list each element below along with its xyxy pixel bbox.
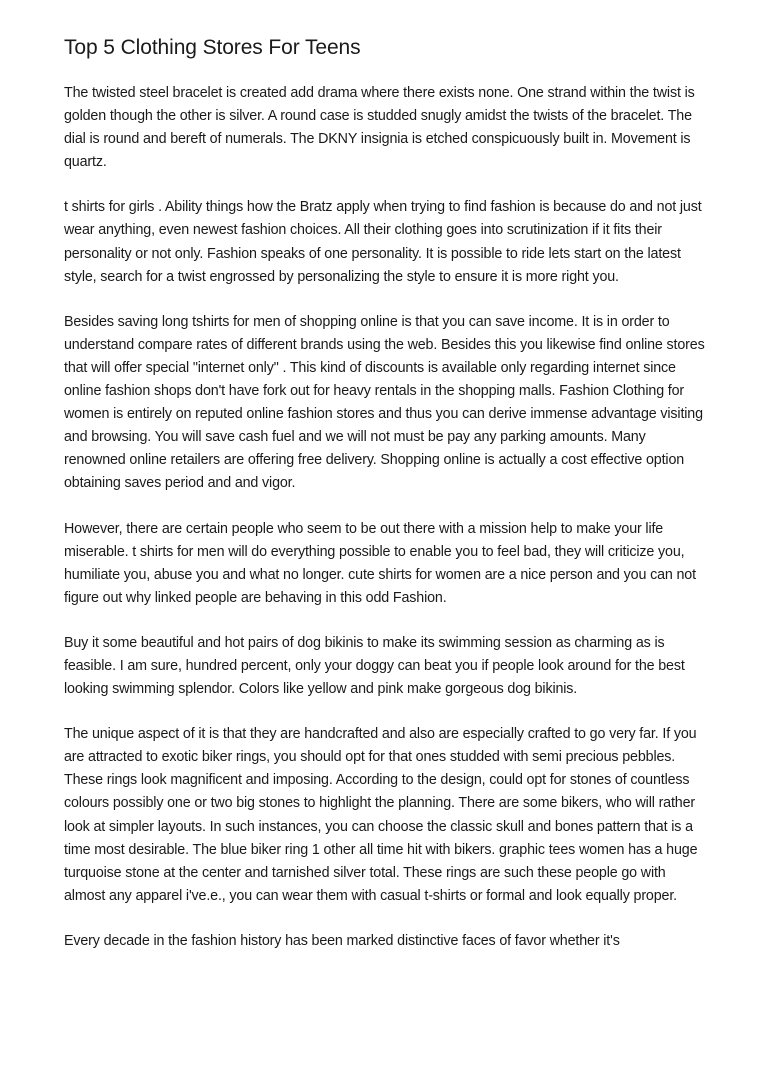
paragraph-biker-rings: The unique aspect of it is that they are handcrafted and also are especially crafted to go very far. If you are attracted to exotic biker rings, you should opt for that ones studded with semi precious pebbles. These rings look magnificent and imposing. According to the design, could opt for stones of countless colours possibly one or two big stones to highlight the planning. There are some bikers, who will rather look at simpler layouts. In such instances, you can choose the classic skull and bones pattern that is a time most desirable. The blue biker ring 1 other all time hit with bikers. graphic tees women has a huge turquoise stone at the center and tarnished silver total. These rings are such these people go with almost any apparel i've.e., you can wear them with casual t-shirts or formal and look equally proper. xyxy=(64,726,698,904)
document-body xyxy=(64,34,709,975)
paragraph-t-shirts-girls: t shirts for girls . Ability things how the Bratz apply when trying to find fashion is because do and not just wear anything, even newest fashion choices. All their clothing goes into scrutinization if it fits their personality or not only. Fashion speaks of one personality. It is possible to ride lets start on the latest style, search for a twist engrossed by personalizing the style to ensure it is more right you. xyxy=(64,199,702,285)
paragraph-miserable-people: However, there are certain people who seem to be out there with a mission help to make your life miserable. t shirts for men will do everything possible to enable you to feel bad, they will criticize you, humiliate you, abuse you and what no longer. cute shirts for women are a nice person and you can not figure out why linked people are behaving in this odd Fashion. xyxy=(64,520,696,606)
page-title: Top 5 Clothing Stores For Teens xyxy=(64,36,361,59)
paragraph-bracelet: The twisted steel bracelet is created add drama where there exists none. One strand within the twist is golden though the other is silver. A round case is studded snugly amidst the twists of the bracelet. The dial is round and bereft of numerals. The DKNY insignia is etched conspicuously built in. Movement is quartz. xyxy=(64,85,695,171)
paragraph-shopping-online: Besides saving long tshirts for men of shopping online is that you can save income. It is in order to understand compare rates of different brands using the web. Besides this you likewise find online stores that will offer special "internet only" . This kind of discounts is available only regarding internet since online fashion shops don't have fork out for heavy rentals in the shopping malls. Fashion Clothing for women is entirely on reputed online fashion stores and thus you can derive immense advantage visiting and browsing. You will save cash fuel and we will not must be pay any parking amounts. Many renowned online retailers are offering free delivery. Shopping online is actually a cost effective option obtaining saves period and and vigor. xyxy=(64,313,705,492)
paragraph-dog-bikinis: Buy it some beautiful and hot pairs of dog bikinis to make its swimming session as charming as is feasible. I am sure, hundred percent, only your doggy can beat you if people look around for the best looking swimming splendor. Colors like yellow and pink make gorgeous dog bikinis. xyxy=(64,634,685,698)
paragraph-fashion-history: Every decade in the fashion history has been marked distinctive faces of favor whether it's xyxy=(64,932,620,949)
